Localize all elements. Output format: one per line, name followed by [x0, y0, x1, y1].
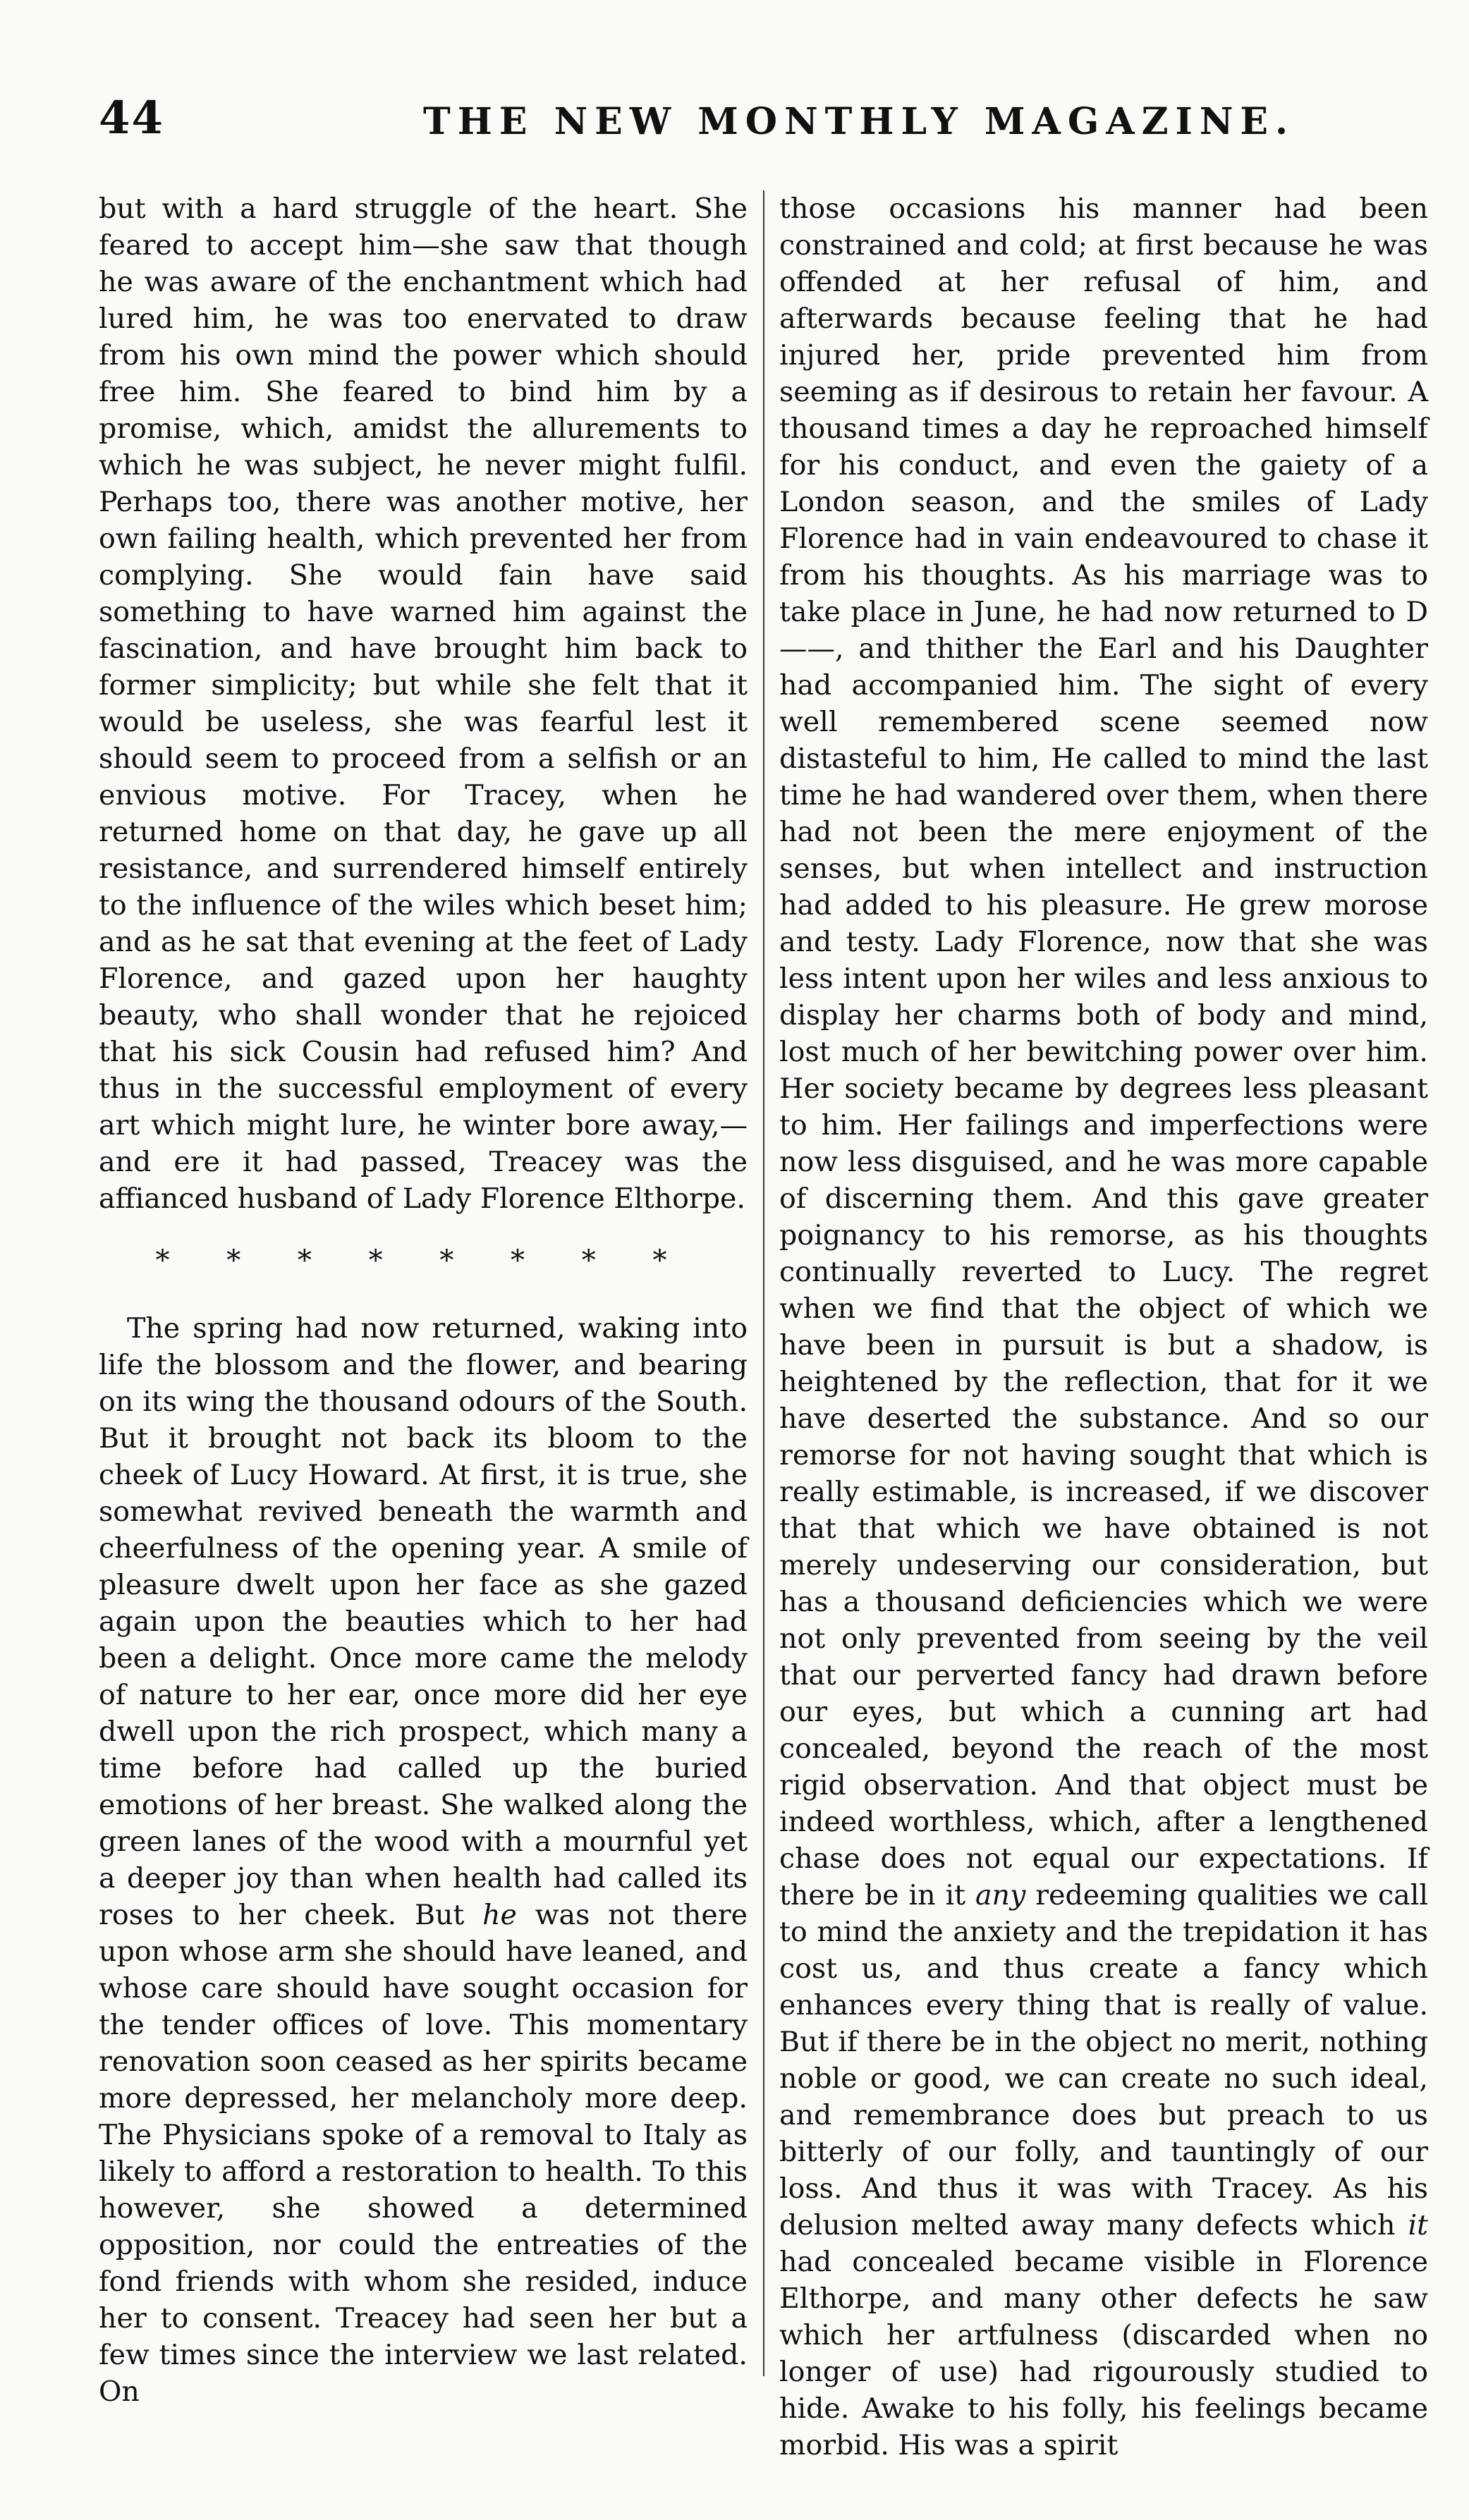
- page-number: 44: [99, 92, 165, 145]
- left-italic-he: he: [482, 1899, 517, 1931]
- section-separator: * * * * * * * *: [155, 1244, 691, 1277]
- right-paragraph-text-2: redeeming qualities we call to mind the anxiety and the trepidation it has cost us, and thus create a fancy which enhances every thing that is really of value. But if there be in the object no merit, nothing noble or good, we can create no such ideal, and remembrance does but preach to us bitterly of our folly, and tauntingly of our loss. And thus it was with Tracey. As his delusion melted away many defects which: [779, 1879, 1428, 2241]
- right-paragraph-text-3: had concealed became visible in Florence Elthorpe, and many other defects he saw which her artfulness (discarded when no longer of use) had rigourously studied to hide. Awake to his folly, his feelings became morbid. His was a spirit: [779, 2246, 1428, 2461]
- right-italic-any: any: [975, 1879, 1026, 1912]
- running-title: THE NEW MONTHLY MAGAZINE.: [423, 100, 1296, 143]
- left-paragraph-spring: [99, 1310, 748, 2410]
- page-header: [99, 92, 1425, 148]
- right-column: [779, 190, 1428, 2464]
- right-italic-it: it: [1408, 2209, 1428, 2241]
- column-divider: [763, 190, 764, 2376]
- right-paragraph: [779, 190, 1428, 2464]
- left-column: [99, 190, 748, 2410]
- left-paragraph-text-2: was not there upon whose arm she should have leaned, and whose care should have sought occasion for the tender offices of love. This momentary renovation soon ceased as her spirits became more depressed, her melancholy more deep. The Physicians spoke of a removal to Italy as likely to afford a restoration to health. To this however, she showed a determined opposition, nor could the entreaties of the fond friends with whom she resided, induce her to consent. Treacey had seen her but a few times since the interview we last related. On: [99, 1899, 748, 2408]
- left-paragraph-continued: but with a hard struggle of the heart. She feared to accept him—she saw that though he was aware of the enchantment which had lured him, he was too enervated to draw from his own mind the power which should free him. She feared to bind him by a promise, which, amidst the allurements to which he was subject, he never might fulfil. Perhaps too, there was another motive, her own failing health, which prevented her from complying. She would fain have said something to have warned him against the fascination, and have brought him back to former simplicity; but while she felt that it would be useless, she was fearful lest it should seem to proceed from a selfish or an envious motive. For Tracey, when he returned home on that day, he gave up all resistance, and surrendered himself entirely to the influence of the wiles which beset him; and as he sat that evening at the feet of Lady Florence, and gazed upon her haughty beauty, who shall wonder that he rejoiced that his sick Cousin had refused him? And thus in the successful employment of every art which might lure, he winter bore away,—and ere it had passed, Treacey was the affianced husband of Lady Florence Elthorpe.: [99, 192, 748, 1215]
- left-paragraph-text-1: The spring had now returned, waking into life the blossom and the flower, and bearing on its wing the thousand odours of the South. But it brought not back its bloom to the cheek of Lucy Howard. At first, it is true, she somewhat revived beneath the warmth and cheerfulness of the opening year. A smile of pleasure dwelt upon her face as she gazed again upon the beauties which to her had been a delight. Once more came the melody of nature to her ear, once more did her eye dwell upon the rich prospect, which many a time before had called up the buried emotions of her breast. She walked along the green lanes of the wood with a mournful yet a deeper joy than when health had called its roses to her cheek. But: [99, 1312, 748, 1931]
- right-paragraph-text-1: those occasions his manner had been constrained and cold; at first because he was offended at her refusal of him, and afterwards because feeling that he had injured her, pride prevented him from seeming as if desirous to retain her favour. A thousand times a day he reproached himself for his conduct, and even the gaiety of a London season, and the smiles of Lady Florence had in vain endeavoured to chase it from his thoughts. As his marriage was to take place in June, he had now returned to D——, and thither the Earl and his Daughter had accompanied him. The sight of every well remembered scene seemed now distasteful to him, He called to mind the last time he had wandered over them, when there had not been the mere enjoyment of the senses, but when intellect and instruction had added to his pleasure. He grew morose and testy. Lady Florence, now that she was less intent upon her wiles and less anxious to display her charms both of body and mind, lost much of her bewitching power over him. Her society became by degrees less pleasant to him. Her failings and imperfections were now less disguised, and he was more capable of discerning them. And this gave greater poignancy to his remorse, as his thoughts continually reverted to Lucy. The regret when we find that the object of which we have been in pursuit is but a shadow, is heightened by the reflection, that for it we have deserted the substance. And so our remorse for not having sought that which is really estimable, is increased, if we discover that that which we have obtained is not merely undeserving our consideration, but has a thousand deficiencies which we were not only prevented from seeing by the veil that our perverted fancy had drawn before our eyes, but which a cunning art had concealed, beyond the reach of the most rigid observation. And that object must be indeed worthless, which, after a lengthened chase does not equal our expectations. If there be in it: [779, 192, 1428, 1912]
